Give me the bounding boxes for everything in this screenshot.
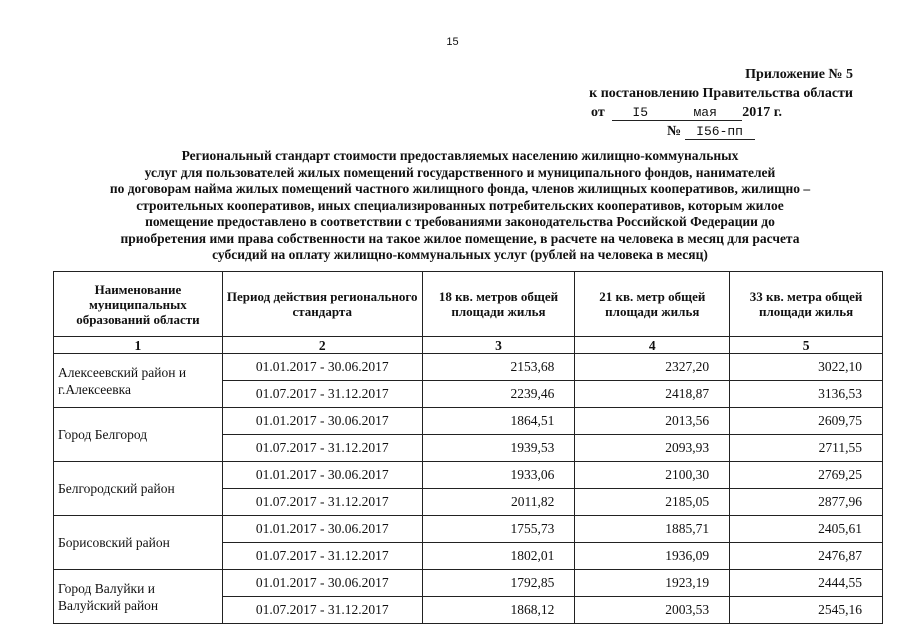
municipality-name: Белгородский район [54,462,223,516]
table-row [54,516,883,543]
period-cell: 01.01.2017 - 30.06.2017 [222,570,422,597]
value-33sqm: 3136,53 [730,381,883,408]
value-33sqm: 2545,16 [730,597,883,624]
value-18sqm: 1755,73 [422,516,575,543]
period-cell: 01.07.2017 - 31.12.2017 [222,435,422,462]
title-line: строительных кооперативов, иных специализированных потребительских кооперативов, которым жилое [136,197,784,213]
standards-table [53,271,883,624]
header-municipality: Наименование муниципальных образований области [54,272,223,337]
value-18sqm: 1792,85 [422,570,575,597]
value-33sqm: 2609,75 [730,408,883,435]
period-cell: 01.07.2017 - 31.12.2017 [222,597,422,624]
number-prefix: № [667,124,682,139]
period-cell: 01.01.2017 - 30.06.2017 [222,354,422,381]
appendix-block [533,65,853,141]
header-33sqm: 33 кв. метра общей площади жилья [730,272,883,337]
period-cell: 01.07.2017 - 31.12.2017 [222,543,422,570]
header-period: Период действия регионального стандарта [222,272,422,337]
municipality-name: Алексеевский район и г.Алексеевка [54,354,223,408]
date-day: I5 [612,105,668,121]
appendix-number-line [533,122,853,141]
value-21sqm: 2013,56 [575,408,730,435]
table-row [54,462,883,489]
title-line: по договорам найма жилых помещений частного жилищного фонда, членов жилищных кооперативов, жилищно – [109,181,811,196]
value-33sqm: 2711,55 [730,435,883,462]
value-18sqm: 1868,12 [422,597,575,624]
value-33sqm: 2405,61 [730,516,883,543]
municipality-name: Город Белгород [54,408,223,462]
value-33sqm: 2444,55 [730,570,883,597]
value-21sqm: 2100,30 [575,462,730,489]
period-cell: 01.01.2017 - 30.06.2017 [222,516,422,543]
table-row [54,354,883,381]
period-cell: 01.01.2017 - 30.06.2017 [222,462,422,489]
table-row [54,570,883,597]
value-18sqm: 2239,46 [422,381,575,408]
period-cell: 01.01.2017 - 30.06.2017 [222,408,422,435]
date-month: мая [668,105,742,121]
title-line: услуг для пользователей жилых помещений государственного и муниципального фондов, нанимателей [144,164,776,180]
value-33sqm: 2877,96 [730,489,883,516]
value-18sqm: 1933,06 [422,462,575,489]
value-21sqm: 2418,87 [575,381,730,408]
value-33sqm: 3022,10 [730,354,883,381]
value-21sqm: 1923,19 [575,570,730,597]
table-row [54,408,883,435]
value-21sqm: 2003,53 [575,597,730,624]
value-33sqm: 2769,25 [730,462,883,489]
appendix-resolution: к постановлению Правительства области [589,86,853,101]
column-number: 5 [730,337,883,354]
municipality-name: Город Валуйки и Валуйский район [54,570,223,624]
title-line: субсидий на оплату жилищно-коммунальных услуг (рублей на человека в месяц) [212,247,708,262]
value-18sqm: 1864,51 [422,408,575,435]
value-18sqm: 1939,53 [422,435,575,462]
value-21sqm: 2327,20 [575,354,730,381]
column-number: 1 [54,337,223,354]
column-number: 2 [222,337,422,354]
title-line: помещение предоставлено в соответствии с требованиями законодательства Российской Федерации до [145,214,775,229]
value-18sqm: 2153,68 [422,354,575,381]
appendix-date-line [533,103,853,122]
column-number: 3 [422,337,575,354]
appendix-title: Приложение № 5 [745,67,853,82]
document-title [60,148,860,264]
value-33sqm: 2476,87 [730,543,883,570]
municipality-name: Борисовский район [54,516,223,570]
column-number-row [54,337,883,354]
header-21sqm: 21 кв. метр общей площади жилья [575,272,730,337]
value-18sqm: 1802,01 [422,543,575,570]
title-line: приобретения ими права собственности на такое жилое помещение, в расчете на человека в месяц для расчета [120,230,800,246]
value-21sqm: 2093,93 [575,435,730,462]
resolution-number: I56-пп [685,124,755,140]
value-21sqm: 1936,09 [575,543,730,570]
title-line: Региональный стандарт стоимости предоставляемых населению жилищно-коммунальных [181,148,739,163]
value-18sqm: 2011,82 [422,489,575,516]
value-21sqm: 2185,05 [575,489,730,516]
table-header-row [54,272,883,337]
value-21sqm: 1885,71 [575,516,730,543]
page-number: 15 [446,36,459,48]
date-year: 2017 г. [742,105,782,120]
date-prefix: от [591,105,605,120]
period-cell: 01.07.2017 - 31.12.2017 [222,489,422,516]
column-number: 4 [575,337,730,354]
period-cell: 01.07.2017 - 31.12.2017 [222,381,422,408]
header-18sqm: 18 кв. метров общей площади жилья [422,272,575,337]
